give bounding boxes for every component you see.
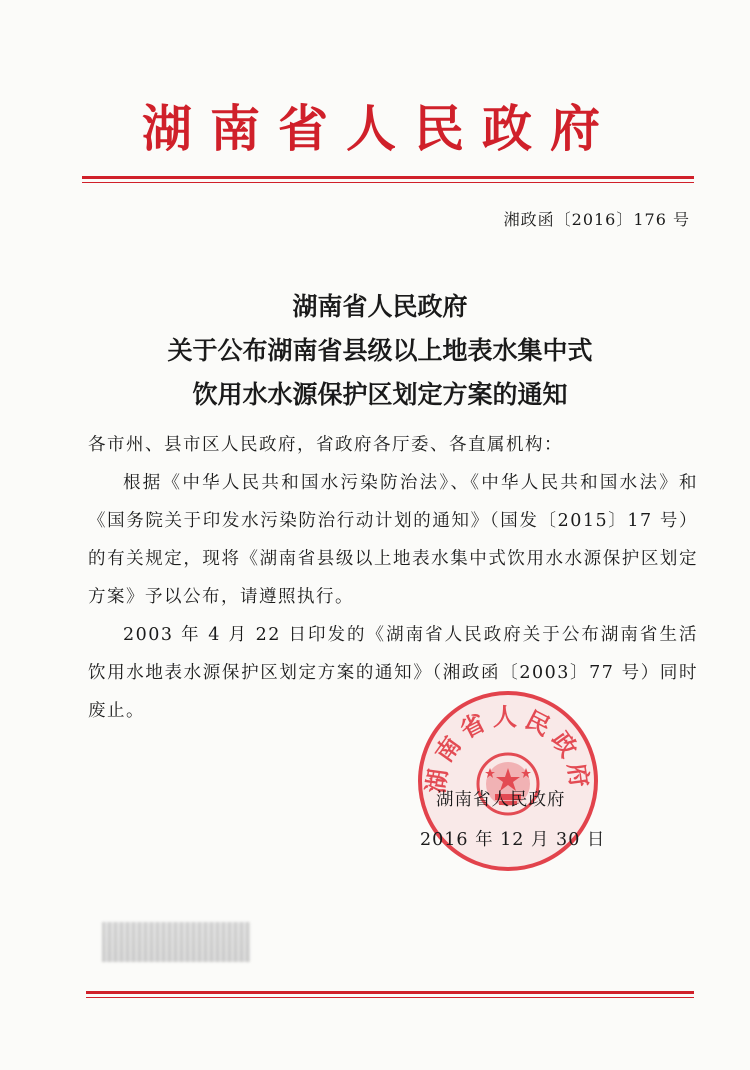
title-line-1: 湖南省人民政府 [292,292,468,321]
red-divider-bottom-thin [86,997,694,998]
body-paragraph-1: 根据《中华人民共和国水污染防治法》、《中华人民共和国水法》和《国务院关于印发水污染防治行动计划的通知》（国发〔2015〕17 号）的有关规定，现将《湖南省县级以上地表水集中式饮用水水源保护区划定方案》予以公布，请遵照执行。 [88,473,698,607]
signature-date: 2016 年 12 月 30 日 [420,830,606,850]
document-title [80,285,680,417]
document-number: 湘政函〔2016〕176 号 [503,210,690,229]
red-divider-top-thin [82,182,694,183]
title-line-2: 关于公布湖南省县级以上地表水集中式 [167,336,593,365]
signature-org: 湖南省人民政府 [436,790,566,810]
redacted-mark [102,922,250,962]
masthead-title: 湖南省人民政府 [142,99,618,158]
body-paragraph-2: 2003 年 4 月 22 日印发的《湖南省人民政府关于公布湖南省生活饮用水地表水源保护区划定方案的通知》（湘政函〔2003〕77 号）同时废止。 [88,625,698,721]
recipients-line: 各市州、县市区人民政府，省政府各厅委、各直属机构： [88,435,563,455]
red-divider-top [82,176,694,179]
seal-text: 湖南省人民政府 [421,703,595,795]
title-line-3: 饮用水水源保护区划定方案的通知 [192,380,568,409]
document-body [88,426,698,730]
red-divider-bottom [86,991,694,994]
